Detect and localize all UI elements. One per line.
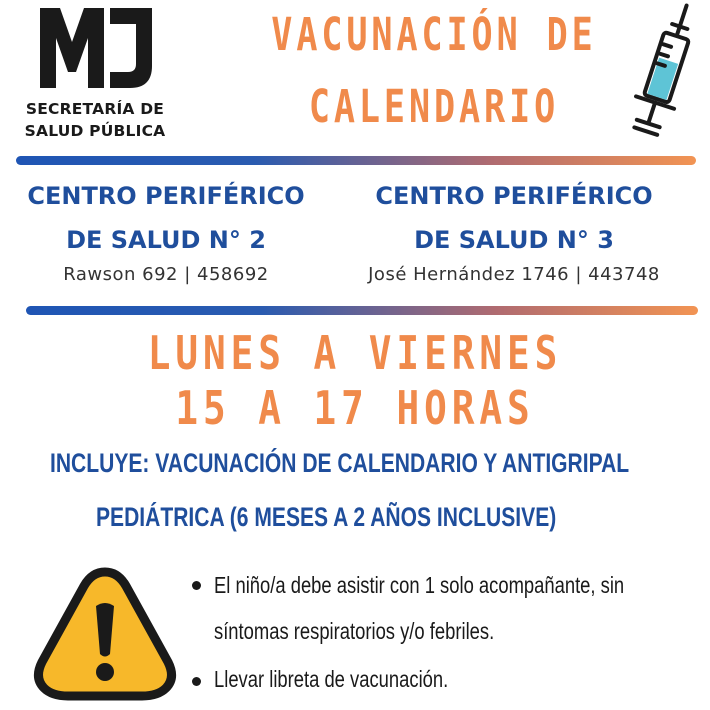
title-line-1: VACUNACIÓN DE <box>271 8 597 61</box>
center-2-name-line-1: CENTRO PERIFÉRICO <box>27 182 305 210</box>
logo-line-1: SECRETARÍA DE <box>25 100 165 118</box>
includes-line-2: PEDIÁTRICA (6 MESES A 2 AÑOS INCLUSIVE) <box>96 502 557 532</box>
center-2-address: Rawson 692 | 458692 <box>63 264 269 285</box>
mj-logo-mark <box>40 8 152 96</box>
center-3-address: José Hernández 1746 | 443748 <box>368 264 660 285</box>
center-3-name-line-1: CENTRO PERIFÉRICO <box>375 182 653 210</box>
schedule-hours: 15 A 17 HORAS <box>175 381 535 435</box>
center-3-name-line-2: DE SALUD N° 3 <box>414 226 614 254</box>
warning-icon <box>30 564 180 709</box>
logo-line-2: SALUD PÚBLICA <box>24 122 166 140</box>
schedule-days: LUNES A VIERNES <box>147 326 563 380</box>
bullet-2 <box>192 677 201 686</box>
title-line-2: CALENDARIO <box>308 80 560 133</box>
divider-middle <box>26 306 698 315</box>
includes-line-1: INCLUYE: VACUNACIÓN DE CALENDARIO Y ANTIGRIPAL <box>50 448 630 478</box>
note-1-line-2: síntomas respiratorios y/o febriles. <box>214 618 495 644</box>
divider-top <box>16 156 696 165</box>
secretaria-logo <box>0 0 190 150</box>
note-2: Llevar libreta de vacunación. <box>214 666 449 692</box>
syringe-icon <box>618 0 710 155</box>
center-2-name-line-2: DE SALUD N° 2 <box>66 226 266 254</box>
note-1-line-1: El niño/a debe asistir con 1 solo acompañante, sin <box>214 572 625 598</box>
bullet-1 <box>192 581 201 590</box>
